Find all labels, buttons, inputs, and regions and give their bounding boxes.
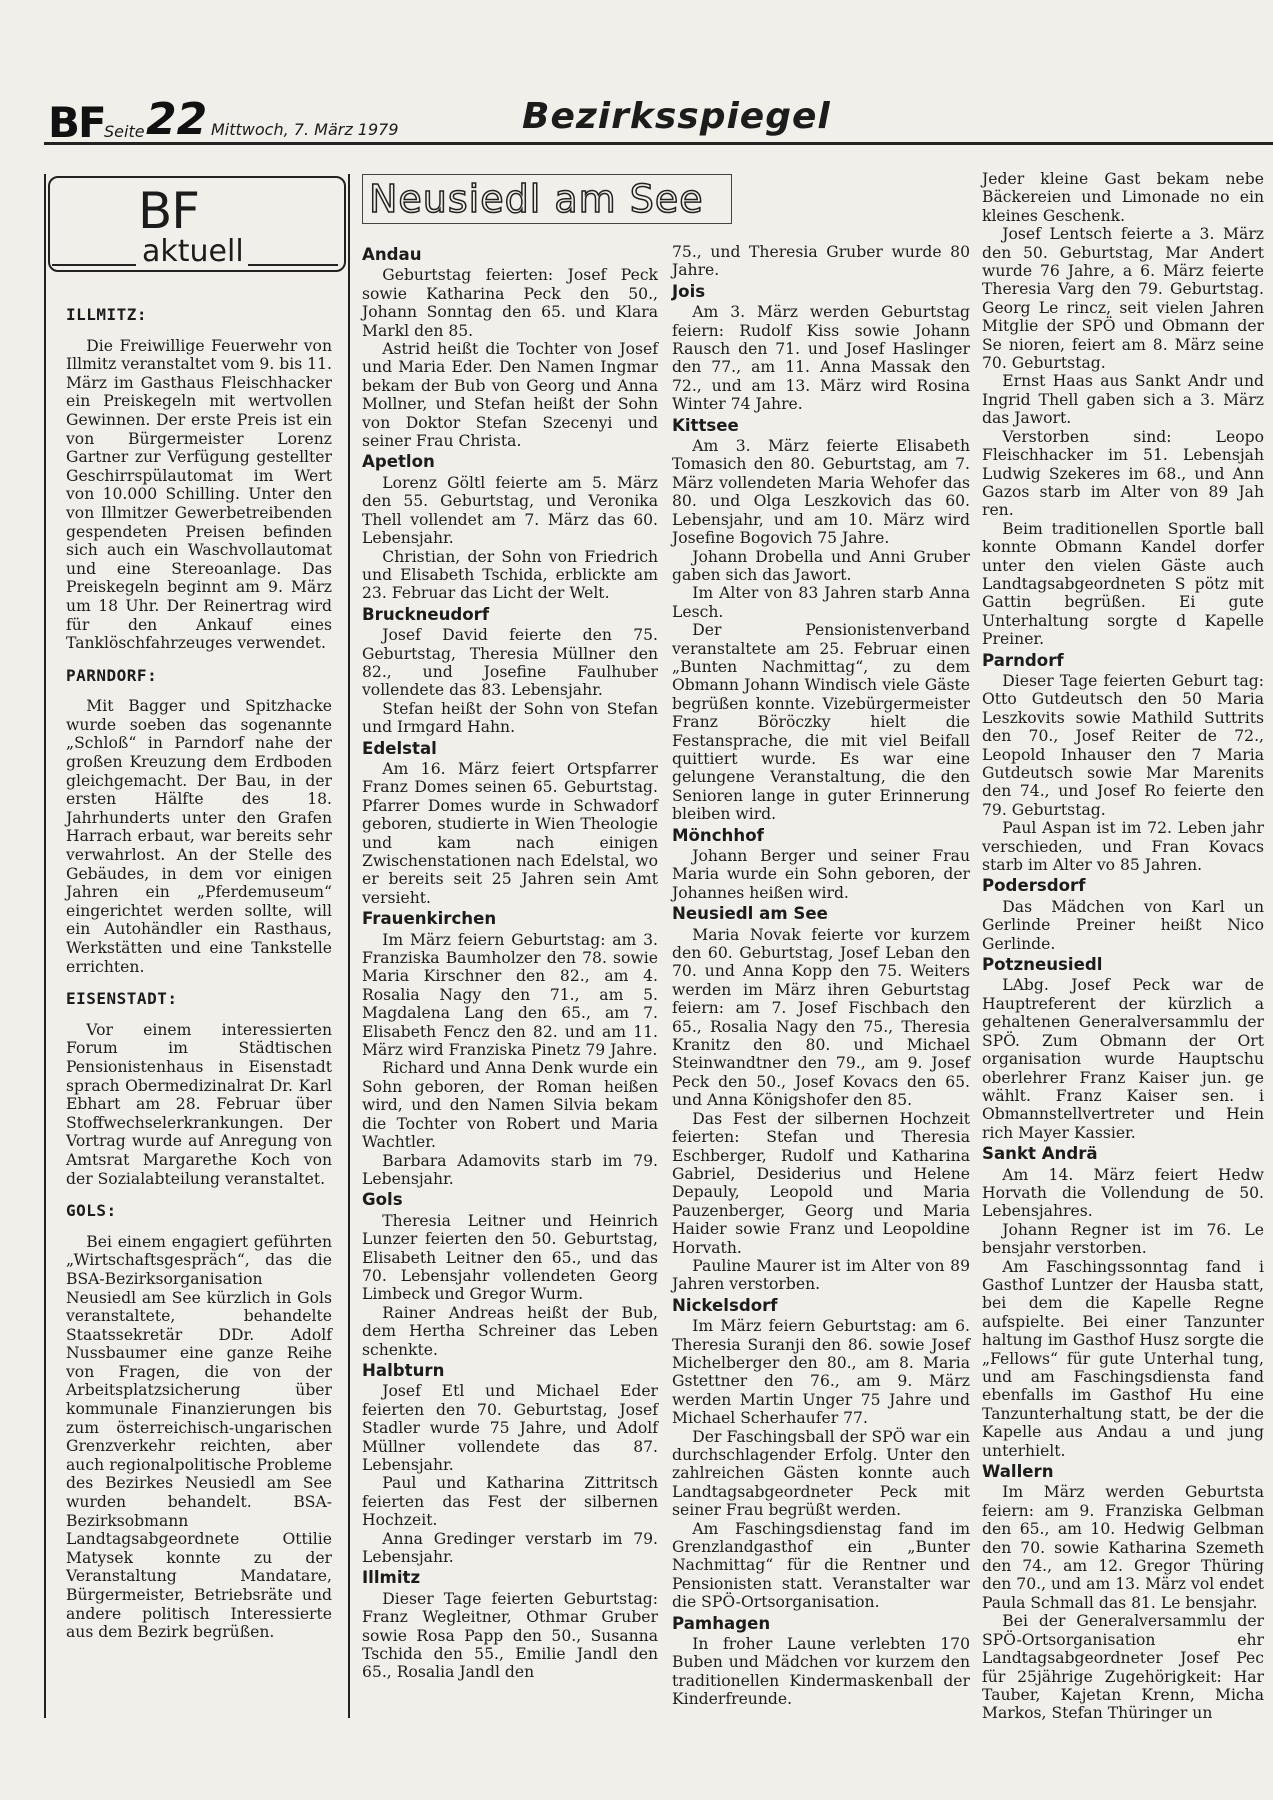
news-paragraph: Astrid heißt die Tochter von Josef und Maria Eder. Den Namen Ingmar bekam der Bub von Georg und Anna Mollner, und Stefan heißt der Sohn von Doktor Stefan Szecenyi und seiner Frau Christa. xyxy=(362,340,658,451)
news-paragraph: Stefan heißt der Sohn von Stefan und Irmgard Hahn. xyxy=(362,699,658,737)
news-paragraph: Der Pensionistenverband veranstaltete am 25. Februar einen „Bunten Nachmittag“, zu dem Obmann Johann Windisch viele Gäste begrüßen konnte. Vizebürgermeister Franz Böröczky hielt die Festansprache, die mit viel Beifall quittiert wurde. Es war eine gelungene Veranstaltung, die den Senioren lange in guter Erinnerung bleiben wird. xyxy=(672,621,970,824)
news-paragraph: Im März feiern Geburtstag: am 6. Theresia Suranji den 86. sowie Josef Michelberger den 80., am 8. Maria Gstettner den 76., am 9. März werden Martin Unger 75 Jahre und Michael Scherhaufer 77. xyxy=(672,1317,970,1428)
news-paragraph: 75., und Theresia Gruber wurde 80 Jahre. xyxy=(672,243,970,280)
town-heading: Potzneusiedl xyxy=(982,955,1103,975)
sidebar-item-text: Bei einem engagiert geführten „Wirtschaftsgespräch“, das die BSA-Bezirksorganisation Neusiedl am See kürzlich in Gols veranstaltete, behandelte Staatssekretär DDr. Adolf Nussbaumer eine ganze Reihe von Fragen, die von der Arbeitsplatzsicherung über kommunale Finanzierungen bis zum österreichisch-ungarischen Grenzverkehr reichten, aber auch regionalpolitische Probleme des Bezirkes Neusiedl am See wurden behandelt. BSA-Bezirksobmann Landtagsabgeordnete Ottilie Matysek konnte zu der Veranstaltung Mandatare, Bürgermeister, Betriebsräte und andere politisch Interessierte aus dem Bezirk begrüßen. xyxy=(66,1232,332,1642)
news-paragraph: Verstorben sind: Leopo Fleischhacker im 51. Lebensjah Ludwig Szekeres im 68., und Ann Gazos starb im Alter von 89 Jah ren. xyxy=(982,427,1264,520)
masthead-rule xyxy=(44,142,1273,145)
town-heading: Frauenkirchen xyxy=(362,909,497,929)
news-paragraph: Christian, der Sohn von Friedrich und Elisabeth Tschida, erblickte am 23. Februar das Licht der Welt. xyxy=(362,547,658,603)
town-heading: Apetlon xyxy=(362,452,435,472)
logo-aktuell: aktuell xyxy=(142,234,244,269)
section-title: Bezirksspiegel xyxy=(522,96,831,137)
column-content xyxy=(362,243,658,1682)
logo-bf: BF xyxy=(138,182,200,240)
news-paragraph: Am 3. März feierte Elisabeth Tomasich den 80. Geburtstag, am 7. März vollendeten Maria Wehofer das 80. und Olga Leszkovich das 60. Lebensjahr, und am 10. März wird Josefine Bogovich 75 Jahre. xyxy=(672,437,970,548)
news-paragraph: Das Mädchen von Karl un Gerlinde Preiner heißt Nico Gerlinde. xyxy=(982,897,1264,953)
news-paragraph: Dieser Tage feierten Geburtstag: Franz Wegleitner, Othmar Gruber sowie Rosa Papp den 50., Susanna Tschida den 55., Emilie Jandl den 65., Rosalia Jandl den xyxy=(362,1589,658,1682)
town-heading: Kittsee xyxy=(672,415,739,435)
town-heading: Parndorf xyxy=(982,650,1064,670)
sidebar-item-heading: PARNDORF: xyxy=(66,665,158,685)
news-paragraph: Im März feiern Geburtstag: am 3. Franziska Baumholzer den 78. sowie Maria Kirschner den 82., am 4. Rosalia Nagy den 71., am 5. Magdalena Lang den 65., am 7. Elisabeth Fencz den 82. und am 11. März wird Franziska Pinetz 79 Jahre. xyxy=(362,930,658,1060)
logo-underline-right xyxy=(248,264,338,266)
news-paragraph: LAbg. Josef Peck war de Hauptreferent der kürzlich a gehaltenen Generalversammlu der SPÖ. Zum Obmann der Ort organisation wurde Hauptschu oberlehrer Franz Kaiser jun. ge wählt. Franz Kaiser sen. i Obmannstellvertreter und Hein rich Mayer Kassier. xyxy=(982,976,1264,1142)
town-heading: Halbturn xyxy=(362,1360,445,1380)
logo-underline-left xyxy=(52,264,136,266)
issue-date: Mittwoch, 7. März 1979 xyxy=(211,120,399,139)
sidebar-item-heading: GOLS: xyxy=(66,1201,117,1221)
sidebar-item-text: Vor einem interessierten Forum im Städtischen Pensionistenhaus in Eisenstadt sprach Obermedizinalrat Dr. Karl Ebhart am 28. Februar über Stoffwechselerkrankungen. Der Vortrag wurde auf Anregung von Amtsrat Margarethe Koch von der Sozialabteilung veranstaltet. xyxy=(66,1020,332,1188)
news-paragraph: Johann Drobella und Anni Gruber gaben sich das Jawort. xyxy=(672,547,970,584)
news-paragraph: Beim traditionellen Sportle ball konnte Obmann Kandel dorfer unter den vielen Gäste auch Landtagsabgeordneten S pötz mit Gattin begrüßen. Ei gute Unterhaltung sorgte d Kapelle Preiner. xyxy=(982,519,1264,649)
town-heading: Neusiedl am See xyxy=(672,904,828,924)
page-label: Seite xyxy=(104,122,145,141)
news-paragraph: Der Faschingsball der SPÖ war ein durchschlagender Erfolg. Unter den zahlreichen Gästen konnte auch Landtagsabgeordneter Peck mit seiner Frau begrüßt werden. xyxy=(672,1427,970,1520)
newspaper-logo: BF xyxy=(48,98,105,147)
town-heading: Jois xyxy=(672,281,706,301)
news-paragraph: Johann Regner ist im 76. Le bensjahr verstorben. xyxy=(982,1220,1264,1258)
news-paragraph: Maria Novak feierte vor kurzem den 60. Geburtstag, Josef Leban den 70. und Anna Kopp den 75. Weiters werden im März ihren Geburtstag feiern: am 7. Josef Fischbach den 65., Rosalia Nagy den 75., Theresia Kranitz den 80. und Michael Steinwandtner den 79., am 9. Josef Peck den 50., Josef Kovacs den 65. und Anna Königshofer den 85. xyxy=(672,925,970,1110)
news-paragraph: Am 14. März feiert Hedw Horvath die Vollendung de 50. Lebensjahres. xyxy=(982,1165,1264,1221)
news-paragraph: Pauline Maurer ist im Alter von 89 Jahren verstorben. xyxy=(672,1256,970,1294)
news-paragraph: Rainer Andreas heißt der Bub, dem Hertha Schreiner das Leben schenkte. xyxy=(362,1303,658,1359)
town-heading: Andau xyxy=(362,245,422,264)
news-paragraph: Lorenz Göltl feierte am 5. März den 55. Geburtstag, und Veronika Thell vollendet am 7. März das 60. Lebensjahr. xyxy=(362,473,658,548)
news-paragraph: Das Fest der silbernen Hochzeit feierten: Stefan und Theresia Eschberger, Rudolf und Katharina Gabriel, Desiderius und Helene Depauly, Leopold und Maria Pauzenberger, Georg und Maria Haider sowie Franz und Leopoldine Horvath. xyxy=(672,1109,970,1257)
town-heading: Illmitz xyxy=(362,1568,421,1588)
news-paragraph: Dieser Tage feierten Geburt tag: Otto Gutdeutsch den 50 Maria Leszkovits sowie Mathild Suttrits den 70., Josef Reiter de 72., Leopold Inhauser den 7 Maria Gutdeutsch sowie Mar Marenits den 74., und Josef Ro feierte den 79. Geburtstag. xyxy=(982,671,1264,819)
bf-aktuell-logo xyxy=(48,176,346,276)
news-paragraph: Im Alter von 83 Jahren starb Anna Lesch. xyxy=(672,584,970,621)
news-paragraph: Josef Etl und Michael Eder feierten den 70. Geburtstag, Josef Stadler wurde 75 Jahre, und Adolf Müllner vollendete das 87. Lebensjahr. xyxy=(362,1382,658,1474)
news-paragraph: Ernst Haas aus Sankt Andr und Ingrid Thell gaben sich a 3. März das Jawort. xyxy=(982,372,1264,428)
news-paragraph: Bei der Generalversammlu der SPÖ-Ortsorganisation ehr Landtagsabgeordneter Josef Pec für 25jährige Zugehörigkeit: Har Tauber, Kajetan Krenn, Micha Markos, Stefan Thüringer un xyxy=(982,1612,1264,1723)
news-paragraph: Am Faschingssonntag fand i Gasthof Luntzer der Hausba statt, bei dem die Kapelle Regne aufspielte. Bei einer Tanzunter haltung im Gasthof Husz sorgte die „Fellows“ für gute Unterhal tung, und am Faschingsdiensta fand ebenfalls im Gasthof Hu eine Tanzunterhaltung statt, be der die Kapelle aus Andau a und jung unterhielt. xyxy=(982,1257,1264,1460)
news-paragraph: Jeder kleine Gast bekam nebe Bäckereien und Limonade no ein kleines Geschenk. xyxy=(982,170,1264,225)
sidebar-item-text: Mit Bagger und Spitzhacke wurde soeben das sogenannte „Schloß“ in Parndorf nahe der großen Kreuzung dem Erdboden gleichgemacht. Der Bau, in der ersten Hälfte des 18. Jahrhunderts unter den Grafen Harrach erbaut, war bereits sehr verwahrlost. An der Stelle des Gebäudes, in dem vor einigen Jahren ein „Pferdemuseum“ eingerichtet werden sollte, will ein Autohändler ein Rasthaus, Werkstätten und eine Tankstelle errichten. xyxy=(66,697,332,976)
news-paragraph: Theresia Leitner und Heinrich Lunzer feierten den 50. Geburtstag, Elisabeth Leitner den 65., und das 70. Lebensjahr vollendeten Georg Limbeck und Gregor Wurm. xyxy=(362,1211,658,1304)
news-paragraph: Am Faschingsdienstag fand im Grenzlandgasthof ein „Bunter Nachmittag“ für die Rentner und Pensionisten statt. Veranstalter war die SPÖ-Ortsorganisation. xyxy=(672,1519,970,1612)
town-heading: Pamhagen xyxy=(672,1613,771,1633)
news-paragraph: Am 3. März werden Geburtstag feiern: Rudolf Kiss sowie Johann Rausch den 71. und Josef Haslinger den 77., am 11. Anna Massak den 72., und am 13. März wird Rosina Winter 74 Jahre. xyxy=(672,303,970,414)
town-heading: Mönchhof xyxy=(672,825,764,845)
news-paragraph: Johann Berger und seiner Frau Maria wurde ein Sohn geboren, der Johannes heißen wird. xyxy=(672,847,970,902)
sidebar-item-heading: EISENSTADT: xyxy=(66,989,178,1009)
masthead xyxy=(44,92,1273,148)
news-paragraph: Josef Lentsch feierte a 3. März den 50. Geburtstag, Mar Andert wurde 76 Jahre, a 6. März feierte Theresia Varg den 79. Geburtstag. Georg Le rincz, seit vielen Jahren Mitglie der SPÖ und Obmann der Se nioren, feiert am 8. März seine 70. Geburtstag. xyxy=(982,225,1264,373)
town-heading: Nickelsdorf xyxy=(672,1295,778,1315)
town-heading: Edelstal xyxy=(362,738,437,758)
sidebar-item-heading: ILLMITZ: xyxy=(66,305,148,324)
town-heading: Wallern xyxy=(982,1462,1054,1482)
town-heading: Sankt Andrä xyxy=(982,1144,1098,1164)
news-paragraph: Barbara Adamovits starb im 79. Lebensjahr. xyxy=(362,1151,658,1188)
town-heading: Bruckneudorf xyxy=(362,604,490,624)
news-paragraph: Anna Gredinger verstarb im 79. Lebensjahr. xyxy=(362,1529,658,1567)
news-paragraph: Am 16. März feiert Ortspfarrer Franz Domes seinen 65. Geburtstag. Pfarrer Domes wurde in Schwadorf geboren, studierte in Wien Theologie und kam nach einigen Zwischenstationen nach Edelstal, wo er bereits seit 25 Jahren sein Amt versieht. xyxy=(362,759,658,907)
column-content xyxy=(672,243,970,1709)
town-heading: Gols xyxy=(362,1190,403,1210)
sidebar-news-column xyxy=(66,306,332,1656)
news-paragraph: Richard und Anna Denk wurde ein Sohn geboren, der Roman heißen wird, und den Namen Silvia bekam die Tochter von Robert und Maria Wachtler. xyxy=(362,1059,658,1152)
column-content xyxy=(982,170,1264,1723)
news-paragraph: Paul Aspan ist im 72. Leben jahr verschieden, und Fran Kovacs starb im Alter vo 85 Jahren. xyxy=(982,819,1264,875)
regional-headline xyxy=(362,174,732,224)
sidebar-item-text: Die Freiwillige Feuerwehr von Illmitz veranstaltet vom 9. bis 11. März im Gasthaus Fleischhacker ein Preiskegeln mit wertvollen Gewinnen. Der erste Preis ist ein von Bürgermeister Lorenz Gartner zur Verfügung gestellter Geschirrspülautomat im Wert von 10.000 Schilling. Unter den von Illmitzer Gewerbetreibenden gespendeten Preisen befinden sich auch ein Waschvollautomat und eine Stereoanlage. Das Preiskegeln beginnt am 9. März um 18 Uhr. Der Reinertrag wird für den Ankauf eines Tanklöschfahrzeuges verwendet. xyxy=(66,336,332,653)
news-paragraph: In froher Laune verlebten 170 Buben und Mädchen vor kurzem den traditionellen Kindermaskenball der Kinderfreunde. xyxy=(672,1635,970,1709)
page-number: 22 xyxy=(146,94,208,145)
news-paragraph: Josef David feierte den 75. Geburtstag, Theresia Müllner den 82., und Josefine Faulhuber vollendete das 83. Lebensjahr. xyxy=(362,626,658,700)
headline-text: Neusiedl am See xyxy=(369,177,704,221)
news-paragraph: Paul und Katharina Zittritsch feierten das Fest der silbernen Hochzeit. xyxy=(362,1474,658,1530)
town-heading: Podersdorf xyxy=(982,876,1086,896)
news-paragraph: Im März werden Geburtsta feiern: am 9. Franziska Gelbman den 65., am 10. Hedwig Gelbman den 70. sowie Katharina Szemeth den 74., am 12. Gregor Thüring den 70., und am 13. März vol endet Paula Schmall das 81. Le bensjahr. xyxy=(982,1483,1264,1612)
news-paragraph: Geburtstag feierten: Josef Peck sowie Katharina Peck den 50., Johann Sonntag den 65. und Klara Markl den 85. xyxy=(362,266,658,340)
